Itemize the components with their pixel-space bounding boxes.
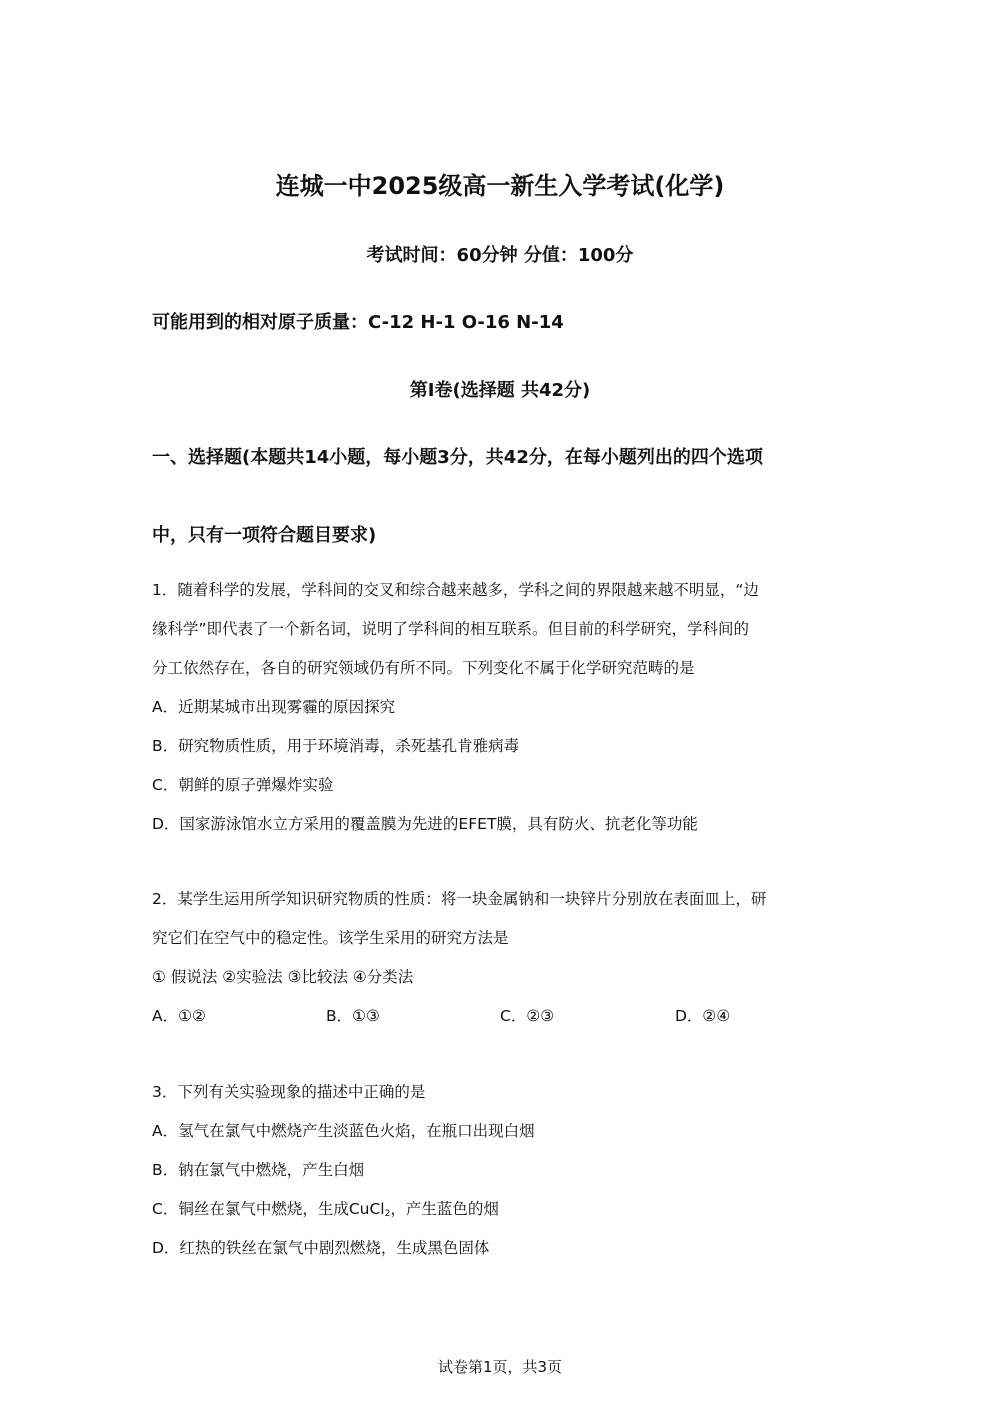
- page-footer: 试卷第1页，共3页: [437, 1358, 563, 1376]
- q3-option-c-tail: ，产生蓝色的烟: [390, 1200, 499, 1218]
- q1-option-d: D．国家游泳馆水立方采用的覆盖膜为先进的EFET膜，具有防火、抗老化等功能: [152, 815, 698, 833]
- exam-time-score: 考试时间：60分钟 分值：100分: [366, 245, 634, 266]
- q2-stem-line-2: 究它们在空气中的稳定性。该学生采用的研究方法是: [152, 929, 509, 947]
- q3-option-c-formula: CuCl: [348, 1200, 385, 1218]
- q2-option-a: A．①②: [152, 1007, 206, 1025]
- q3-option-c-subscript: 2: [384, 1209, 391, 1219]
- q2-option-c: C．②③: [500, 1007, 555, 1025]
- q3-option-a: A．氢气在氯气中燃烧产生淡蓝色火焰，在瓶口出现白烟: [152, 1122, 535, 1140]
- q2-option-d: D．②④: [675, 1007, 731, 1025]
- q2-methods-list: ① 假说法 ②实验法 ③比较法 ④分类法: [152, 968, 414, 986]
- q1-stem-line-2: 缘科学”即代表了一个新名词，说明了学科间的相互联系。但目前的科学研究，学科间的: [152, 620, 750, 638]
- q1-option-c: C．朝鲜的原子弹爆炸实验: [152, 776, 334, 794]
- q3-option-b: B．钠在氯气中燃烧，产生白烟: [152, 1161, 365, 1179]
- q3-option-c-text: C．铜丝在氯气中燃烧，生成: [152, 1200, 349, 1218]
- q3-option-d: D．红热的铁丝在氯气中剧烈燃烧，生成黑色固体: [152, 1239, 490, 1257]
- exam-title: 连城一中2025级高一新生入学考试(化学): [275, 172, 725, 200]
- q2-stem-line-1: 2．某学生运用所学知识研究物质的性质：将一块金属钠和一块锌片分别放在表面皿上，研: [152, 890, 767, 908]
- section-heading-line-2: 中，只有一项符合题目要求): [152, 525, 377, 546]
- q1-stem-line-3: 分工依然存在，各自的研究领域仍有所不同。下列变化不属于化学研究范畴的是: [152, 659, 695, 677]
- atomic-masses: 可能用到的相对原子质量：C-12 H-1 O-16 N-14: [152, 312, 564, 333]
- q1-option-b: B．研究物质性质，用于环境消毒，杀死基孔肯雅病毒: [152, 737, 520, 755]
- q2-option-b: B．①③: [326, 1007, 380, 1025]
- section-heading-line-1: 一、选择题(本题共14小题，每小题3分，共42分，在每小题列出的四个选项: [152, 447, 763, 468]
- volume-title: 第Ⅰ卷(选择题 共42分): [409, 380, 591, 401]
- q3-option-c: [152, 1197, 852, 1226]
- q1-stem-line-1: 1．随着科学的发展，学科间的交叉和综合越来越多，学科之间的界限越来越不明显，“边: [152, 581, 759, 599]
- q1-option-a: A．近期某城市出现雾霾的原因探究: [152, 698, 396, 716]
- q3-stem: 3．下列有关实验现象的描述中正确的是: [152, 1083, 426, 1101]
